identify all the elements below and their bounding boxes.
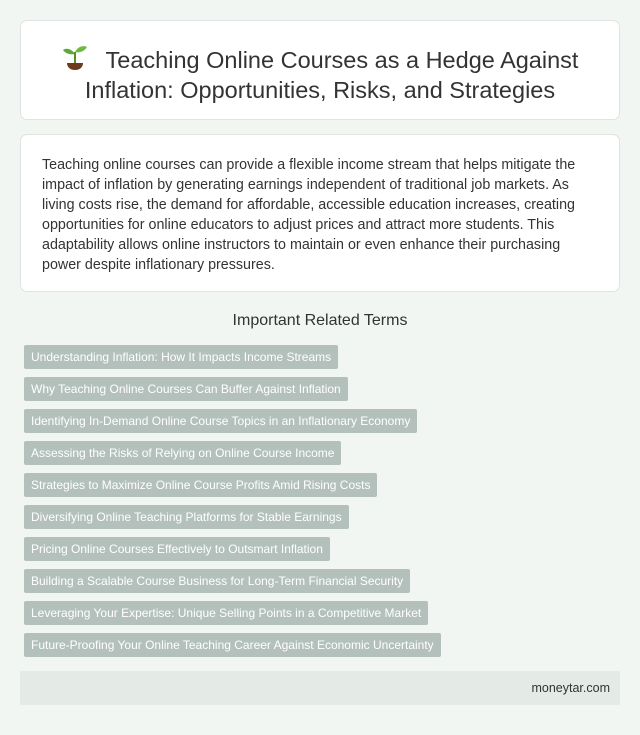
- related-term-tag[interactable]: Future-Proofing Your Online Teaching Career Against Economic Uncertainty: [24, 633, 441, 657]
- related-term-tag[interactable]: Diversifying Online Teaching Platforms for Stable Earnings: [24, 505, 349, 529]
- title-card: [20, 20, 620, 120]
- related-term-tag[interactable]: Understanding Inflation: How It Impacts Income Streams: [24, 345, 338, 369]
- footer-brand[interactable]: moneytar.com: [531, 681, 610, 695]
- related-term-tag[interactable]: Building a Scalable Course Business for Long-Term Financial Security: [24, 569, 410, 593]
- page-title-text: Teaching Online Courses as a Hedge Against Inflation: Opportunities, Risks, and Strategies: [84, 47, 579, 103]
- related-term-tag[interactable]: Leveraging Your Expertise: Unique Selling Points in a Competitive Market: [24, 601, 428, 625]
- related-terms-list: [24, 345, 441, 665]
- footer-bar: [20, 671, 620, 705]
- intro-card: [20, 134, 620, 292]
- sprout-icon: [62, 43, 88, 71]
- related-term-tag[interactable]: Identifying In-Demand Online Course Topics in an Inflationary Economy: [24, 409, 417, 433]
- related-terms-heading: Important Related Terms: [232, 312, 408, 329]
- related-term-tag[interactable]: Assessing the Risks of Relying on Online Course Income: [24, 441, 341, 465]
- related-term-tag[interactable]: Pricing Online Courses Effectively to Outsmart Inflation: [24, 537, 330, 561]
- related-term-tag[interactable]: Why Teaching Online Courses Can Buffer Against Inflation: [24, 377, 348, 401]
- page-title: [21, 43, 619, 105]
- related-term-tag[interactable]: Strategies to Maximize Online Course Profits Amid Rising Costs: [24, 473, 377, 497]
- intro-paragraph: Teaching online courses can provide a flexible income stream that helps mitigate the impact of inflation by generating earnings independent of traditional job markets. As living costs rise, the demand for affordable, accessible education increases, creating opportunities for online educators to adjust prices and attract more students. This adaptability allows online instructors to maintain or even enhance their purchasing power despite inflationary pressures.: [42, 157, 576, 273]
